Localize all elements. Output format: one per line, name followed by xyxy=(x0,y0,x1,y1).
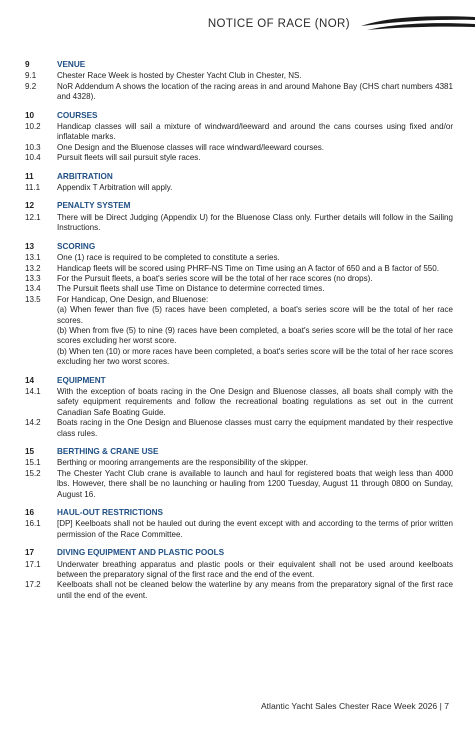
clause-text: Handicap classes will sail a mixture of windward/leeward and around the cans courses using fixed and/or inflatable marks. xyxy=(57,122,453,142)
page-footer: Atlantic Yacht Sales Chester Race Week 2026 | 7 xyxy=(260,701,449,711)
clause-number: 14.1 xyxy=(25,386,41,396)
clause-number: 14.2 xyxy=(25,418,41,428)
clause-number: 15.2 xyxy=(25,468,41,478)
clause-number: 9.1 xyxy=(25,71,37,81)
section-courses xyxy=(25,111,453,164)
section-number: 13 xyxy=(25,241,35,251)
clause-text: For Handicap, One Design, and Bluenose: xyxy=(57,294,209,304)
clause-number: 13.1 xyxy=(25,253,41,263)
clause-number: 10.3 xyxy=(25,142,41,152)
section-title: HAUL-OUT RESTRICTIONS xyxy=(57,508,163,518)
section-title: VENUE xyxy=(57,60,86,69)
clause-text: With the exception of boats racing in the One Design and Bluenose classes, all boats shall comply with the safety equipment requirements and follow the recreational boating regulations as set out in the current Canadian Safe Boating Guide. xyxy=(57,386,453,417)
section-number: 16 xyxy=(25,508,35,518)
clause-text: [DP] Keelboats shall not be hauled out during the event except with and according to the terms of prior written permission of the Race Committee. xyxy=(57,519,453,539)
clause-number: 16.1 xyxy=(25,519,41,529)
section-arbitration xyxy=(25,172,453,194)
clause-number: 10.4 xyxy=(25,153,41,163)
section-title: DIVING EQUIPMENT AND PLASTIC POOLS xyxy=(57,548,225,558)
section-title: EQUIPMENT xyxy=(57,375,106,385)
section-venue xyxy=(25,60,453,103)
sub-clause: (a) When fewer than five (5) races have been completed, a boat's series score will be the total of her race scores. xyxy=(57,305,453,325)
nor-content xyxy=(25,60,453,609)
section-number: 14 xyxy=(25,375,35,385)
clause-text: NoR Addendum A shows the location of the racing areas in and around Mahone Bay (CHS chart numbers 4381 and 4328). xyxy=(57,81,453,102)
wave-swoosh-icon xyxy=(357,14,475,38)
clause-text: One (1) race is required to be completed to constitute a series. xyxy=(57,253,280,263)
page-header xyxy=(0,14,475,38)
clause-text: The Chester Yacht Club crane is available to launch and haul for registered boats that weigh less than 4000 lbs. However, there shall be no launching or hauling from 1200 Tuesday, August 11 through 0800 on Sunday, August 16. xyxy=(57,468,453,499)
header-title: NOTICE OF RACE (NOR) xyxy=(207,18,350,30)
clause-text: Keelboats shall not be cleaned below the waterline by any means from the preparatory signal of the first race until the end of the event. xyxy=(57,580,453,600)
clause-number: 17.2 xyxy=(25,580,41,590)
clause-text: Underwater breathing apparatus and plastic pools or their equivalent shall not be used around keelboats between the preparatory signal of the first race and the end of the event. xyxy=(57,559,453,580)
section-haul-out xyxy=(25,508,453,540)
section-number: 10 xyxy=(25,110,35,120)
clause-number: 13.2 xyxy=(25,263,41,273)
clause-text: Appendix T Arbitration will apply. xyxy=(57,183,173,193)
clause-number: 13.4 xyxy=(25,284,41,294)
clause-number: 13.5 xyxy=(25,294,41,304)
section-title: PENALTY SYSTEM xyxy=(57,201,131,211)
clause-number: 17.1 xyxy=(25,559,41,569)
section-title: COURSES xyxy=(57,110,98,120)
clause-text: Berthing or mooring arrangements are the responsibility of the skipper. xyxy=(57,458,308,468)
clause-text: Handicap fleets will be scored using PHRF-NS Time on Time using an A factor of 650 and a B factor of 550. xyxy=(57,263,439,273)
clause-number: 12.1 xyxy=(25,212,41,222)
clause-text: There will be Direct Judging (Appendix U) for the Bluenose Class only. Further details will follow in the Sailing Instructions. xyxy=(57,212,453,233)
section-diving-equipment xyxy=(25,548,453,601)
clause-text: Boats racing in the One Design and Bluenose classes must carry the equipment mandated by their respective class rules. xyxy=(57,418,453,438)
clause-text: One Design and the Bluenose classes will race windward/leeward courses. xyxy=(57,142,325,152)
clause-number: 9.2 xyxy=(25,81,37,91)
section-title: BERTHING & CRANE USE xyxy=(57,447,159,456)
clause-number: 11.1 xyxy=(25,183,41,193)
section-number: 15 xyxy=(25,447,35,456)
section-penalty-system xyxy=(25,201,453,233)
sub-clause: (b) When from five (5) to nine (9) races have been completed, a boat's series score will be the total of her race scores excluding her worst score. xyxy=(57,325,453,346)
section-title: ARBITRATION xyxy=(57,171,113,181)
section-number: 9 xyxy=(25,60,30,69)
section-berthing-crane xyxy=(25,447,453,500)
section-number: 11 xyxy=(25,171,34,181)
sub-clause: (b) When ten (10) or more races have been completed, a boat's series score will be the total of her race scores excluding her two worst scores. xyxy=(57,346,453,367)
section-scoring xyxy=(25,242,453,368)
clause-number: 15.1 xyxy=(25,458,41,468)
section-number: 12 xyxy=(25,201,35,211)
clause-text: Pursuit fleets will sail pursuit style races. xyxy=(57,153,201,163)
clause-number: 10.2 xyxy=(25,122,41,132)
section-number: 17 xyxy=(25,548,35,558)
section-title: SCORING xyxy=(57,241,96,251)
clause-text: For the Pursuit fleets, a boat's series score will be the total of her race scores (no drops). xyxy=(57,273,373,283)
section-equipment xyxy=(25,376,453,439)
clause-text: Chester Race Week is hosted by Chester Yacht Club in Chester, NS. xyxy=(57,71,302,81)
clause-number: 13.3 xyxy=(25,273,41,283)
clause-text: The Pursuit fleets shall use Time on Distance to determine corrected times. xyxy=(57,284,325,294)
